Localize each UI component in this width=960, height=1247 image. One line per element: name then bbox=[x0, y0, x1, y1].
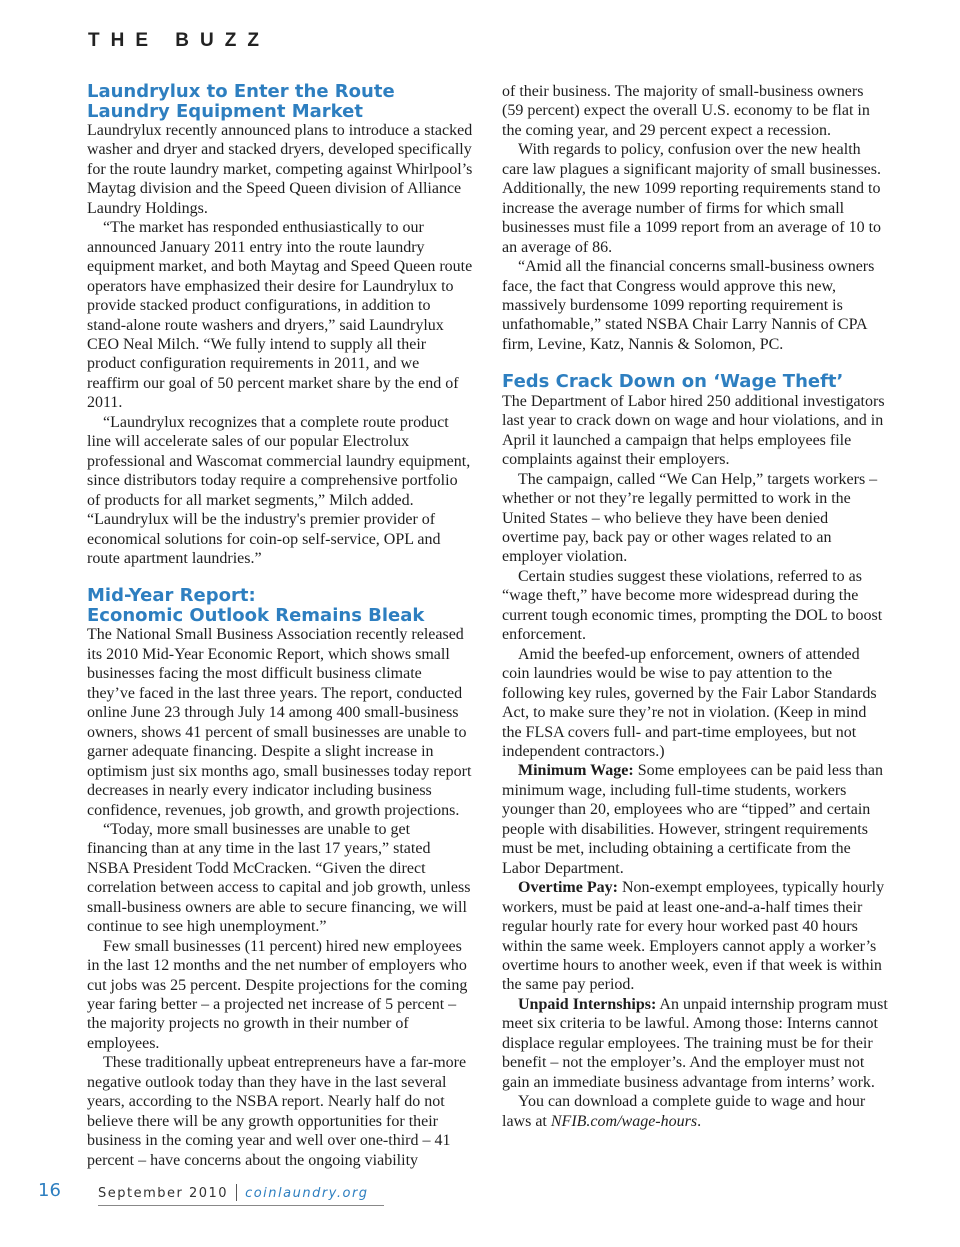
footer-divider bbox=[236, 1184, 237, 1201]
article-title-line: Mid-Year Report: bbox=[87, 585, 256, 607]
article-title-line: Economic Outlook Remains Bleak bbox=[87, 604, 425, 626]
paragraph: Laundrylux recently announced plans to introduce a stacked washer and dryer and stacked dryers, developed specifically for the route laundry market, competing against Whirlpool’s Maytag division and the Speed Queen division of Alliance Laundry Holdings. bbox=[87, 122, 473, 217]
run-in-heading: Unpaid Internships: bbox=[518, 995, 657, 1013]
article-title-wage-theft: Feds Crack Down on ‘Wage Theft’ bbox=[502, 371, 844, 393]
article-title-laundrylux bbox=[87, 82, 473, 121]
paragraph: Few small businesses (11 percent) hired new employees in the last 12 months and the net number of employers who cut jobs was 25 percent. Despite projections for the coming year faring better – a projected net increase of 5 percent – the majority projects no growth in their number of employees. bbox=[87, 937, 468, 1052]
paragraph: “The market has responded enthusiastically to our announced January 2011 entry into the route laundry equipment market, and both Maytag and Speed Queen route operators have emphasized their desire for Laundrylux to provide stacked product configurations, in addition to stand-alone route washers and dryers,” said Laundrylux CEO Neal Milch. “We fully intend to supply all their product configuration requirements in 2011, and we reaffirm our goal of 50 percent market share by the end of 2011. bbox=[87, 219, 473, 412]
right-column bbox=[502, 82, 888, 1131]
site-url: coinlaundry.org bbox=[245, 1186, 369, 1201]
paragraph: These traditionally upbeat entrepreneurs have a far-more negative outlook today than they have in the last several years, according to the NSBA report. Nearly half do not believe there will be any growth opportunities for their business in the coming year and well over one-third – 41 percent – have concerns about the ongoing viability bbox=[87, 1054, 467, 1169]
article-title-mid-year-report bbox=[87, 586, 473, 625]
paragraph: “Amid all the financial concerns small-business owners face, the fact that Congress would approve this new, massively burdensome 1099 reporting requirement is unfathomable,” stated NSBA Chair Larry Nannis of CPA firm, Levine, Katz, Nannis & Solomon, PC. bbox=[502, 258, 875, 353]
footer-info bbox=[98, 1184, 369, 1201]
minimum-wage-paragraph bbox=[502, 761, 888, 878]
paragraph: With regards to policy, confusion over the new health care law plagues a significant majority of small businesses. Additionally, the new 1099 reporting requirements stand to increase the average number of firms for which small businesses must file a 1099 report from an average of 10 to an average of 86. bbox=[502, 141, 882, 256]
article-title-line: Laundrylux to Enter the Route bbox=[87, 81, 395, 102]
paragraph: of their business. The majority of small-business owners (59 percent) expect the overall U.S. economy to be flat in the coming year, and 29 percent expect a recession. bbox=[502, 83, 870, 139]
page-number: 16 bbox=[38, 1180, 61, 1201]
paragraph: Certain studies suggest these violations, referred to as “wage theft,” have become more widespread during the current tough economic times, prompting the DOL to boost enforcement. bbox=[502, 567, 883, 644]
paragraph-end: . bbox=[697, 1112, 702, 1130]
paragraph-text: An unpaid internship program must meet six criteria to be lawful. Among those: Interns cannot displace regular employees. The training must be for their benefit – not the employer’s. And the employer must not gain an immediate business advantage from interns’ work. bbox=[502, 995, 888, 1091]
paragraph: Amid the beefed-up enforcement, owners of attended coin laundries would be wise to pay attention to the following key rules, governed by the Fair Labor Standards Act, to make sure they’re not in violation. (Keep in mind the FLSA covers full- and part-time employees, but not independent contractors.) bbox=[502, 645, 877, 760]
guide-link[interactable]: NFIB.com/wage-hours bbox=[550, 1112, 698, 1130]
section-header: THE BUZZ bbox=[88, 30, 270, 51]
footer-rule bbox=[98, 1205, 384, 1206]
run-in-heading: Minimum Wage: bbox=[518, 762, 634, 780]
paragraph: The National Small Business Association recently released its 2010 Mid-Year Economic Report, which shows small businesses facing the most difficult business climate they’ve faced in the last three years. The report, conducted online June 23 through July 14 among 400 small-business owners, shows 41 percent of small businesses are unable to garner adequate financing. Despite a slight increase in optimism just six months ago, small businesses today report decreases in nearly every indicator including business confidence, revenues, job growth, and growth projections. bbox=[87, 626, 472, 819]
article-title-line: Laundry Equipment Market bbox=[87, 100, 363, 122]
paragraph-text: You can download a complete guide to wage and hour laws at bbox=[502, 1093, 866, 1130]
paragraph: The campaign, called “We Can Help,” targets workers – whether or not they’re legally permitted to work in the United States – who believe they have been denied overtime pay, back pay or other wages related to an employer violation. bbox=[502, 470, 878, 566]
paragraph: “Laundrylux recognizes that a complete route product line will accelerate sales of our popular Electrolux professional and Wascomat commercial laundry equipment, since distributors today require a comprehensive portfolio of products for all market segments,” Milch added. “Laundrylux will be the industry's premier provider of economical solutions for coin-op self-service, OPL and route apartment laundries.” bbox=[87, 413, 471, 567]
unpaid-internships-paragraph bbox=[502, 995, 888, 1092]
run-in-heading: Overtime Pay: bbox=[518, 879, 618, 897]
overtime-pay-paragraph bbox=[502, 878, 888, 995]
paragraph: The Department of Labor hired 250 additional investigators last year to crack down on wage and hour violations, and in April it launched a campaign that helps employees file complaints against their employers. bbox=[502, 392, 885, 469]
paragraph-text: Non-exempt employees, typically hourly workers, must be paid at least one-and-a-half times their regular hourly rate for every hour worked past 40 hours within the same week. Employers cannot apply a worker’s overtime hours to another week, even if that week is within the same pay period. bbox=[502, 879, 885, 994]
issue-date: September 2010 bbox=[98, 1186, 229, 1201]
paragraph: “Today, more small businesses are unable to get financing than at any time in the last 17 years,” stated NSBA President Todd McCracken. “Given the direct correlation between access to capital and job growth, unless small-business owners are able to secure financing, we will continue to see high unemployment.” bbox=[87, 820, 471, 936]
download-paragraph bbox=[502, 1092, 888, 1131]
paragraph-text: Some employees can be paid less than minimum wage, including full-time students, workers younger than 20, employees who are “tipped” and certain people with disabilities. However, stringent requirements must be met, including obtaining a certificate from the Labor Department. bbox=[502, 762, 883, 877]
left-column bbox=[87, 82, 473, 1170]
